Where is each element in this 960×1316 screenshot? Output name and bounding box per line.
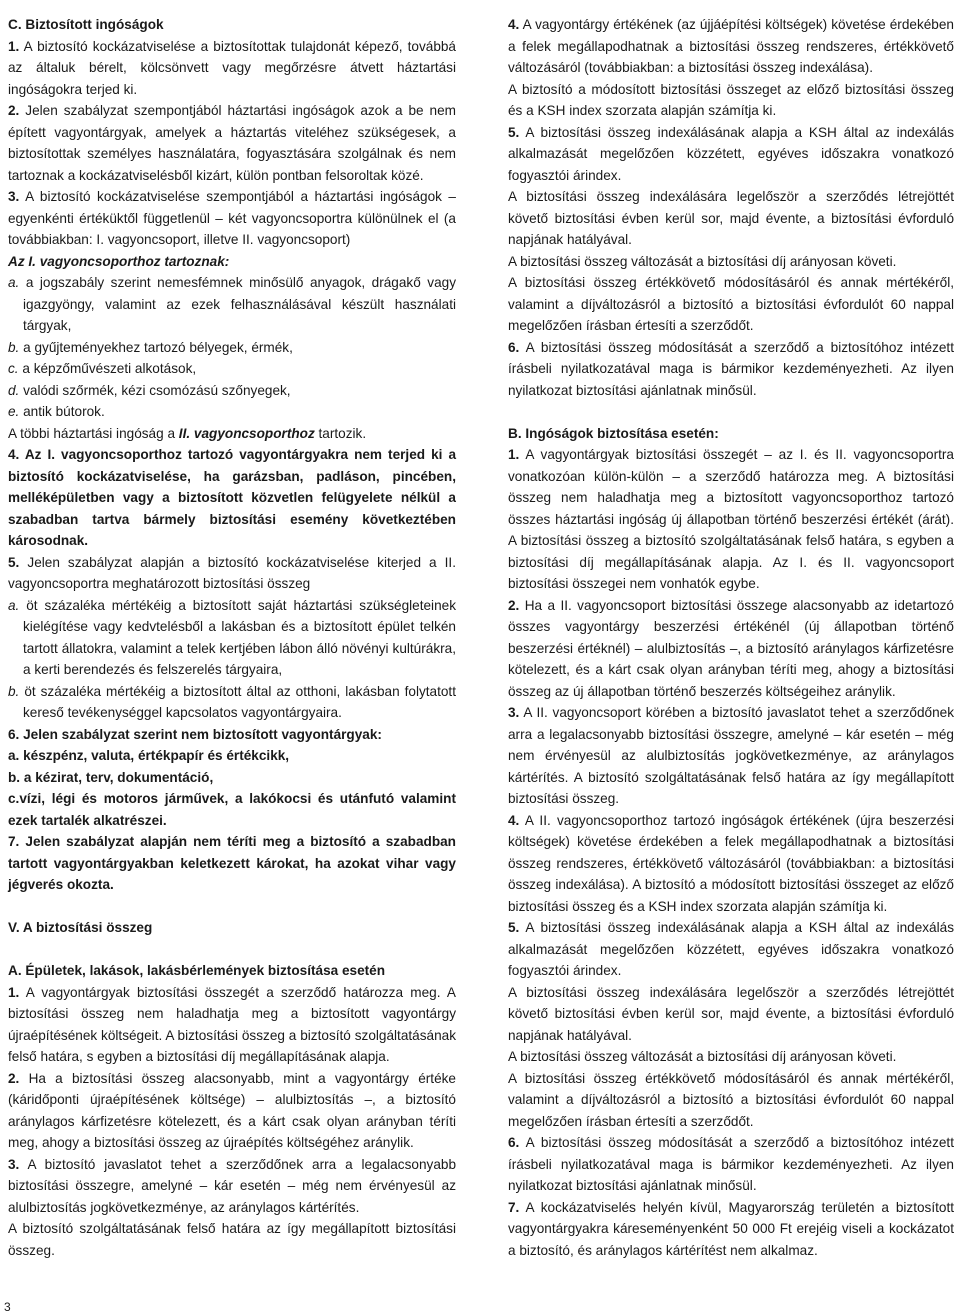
paragraph: A biztosítási összeg változását a biztosítási díj arányosan követi.: [508, 253, 897, 269]
bold-paragraph: c.vízi, légi és motoros járművek, a lakókocsi és utánfutó valamint ezek tartalék alkatrészei.: [8, 791, 456, 828]
spacer: [8, 896, 456, 918]
item-text: a képzőművészeti alkotások,: [18, 361, 197, 376]
item-text: valódi szőrmék, kézi csomózású szőnyegek,: [19, 382, 291, 398]
numbered-paragraph: [8, 1154, 456, 1219]
item-text: öt százaléka mértékéig a biztosított saját háztartási szükségleteinek kielégítése vagy kedvtelésből a lakásban és a biztosított épület telkén tartott állatokra, valamint a telek kertjében lábon álló növényi kultúrákra, a kerti berendezés és felszerelés tárgyaira,: [19, 597, 456, 677]
bold-paragraph: 6. Jelen szabályzat szerint nem biztosított vagyontárgyak:: [8, 726, 382, 742]
group-heading: Az I. vagyoncsoporthoz tartoznak:: [8, 253, 230, 269]
numbered-paragraph: [508, 122, 954, 187]
numbered-paragraph: [8, 36, 456, 101]
item-text: Ha a biztosítási összeg alacsonyabb, mint a vagyontárgy értéke (káridőponti újraépítésének költsége) – alulbiztosítás –, a biztosító aránylagos kárfizetésre kötelezett, és a kárt csak olyan arányban téríti meg, ahogy a biztosítási összeg az újraépítés költségéhez aránylik.: [8, 1070, 456, 1150]
bold-paragraph: 7. Jelen szabályzat alapján nem téríti meg a biztosító a szabadban tartott vagyontárgyakban keletkezett károkat, ha azokat vihar vagy jégverés okozta.: [8, 834, 456, 892]
numbered-paragraph: [8, 186, 456, 251]
section-heading: A. Épületek, lakások, lakásbérlemények biztosítása esetén: [8, 963, 386, 978]
numbered-paragraph: [508, 337, 954, 402]
section-heading: C. Biztosított ingóságok: [8, 17, 164, 32]
list-item: [8, 272, 456, 337]
paragraph: A biztosítási összeg értékkövető módosításáról és annak mértékéről, valamint a díjváltozásról a biztosító a biztosítási évfordulót 60 nappal megelőzően írásban értesíti a szerződőt.: [508, 275, 954, 333]
spacer: [508, 401, 954, 423]
item-text: A kockázatviselés helyén kívül, Magyarország területén a biztosított vagyontárgyakra káreseményenként 50 000 Ft erejéig viseli a kockázatot a biztosító, és aránylagos kártérítést nem alkalmaz.: [508, 1199, 954, 1258]
paragraph: A biztosító a módosított biztosítási összeget az előző biztosítási összeg és a KSH index szorzata alapján számítja ki.: [508, 81, 954, 118]
item-number: 4.: [508, 17, 520, 32]
list-item: [8, 337, 456, 359]
list-item: [8, 358, 456, 380]
numbered-paragraph: [508, 1132, 954, 1197]
item-number: 5.: [8, 554, 20, 570]
paragraph: [8, 423, 456, 445]
right-column: [508, 14, 954, 1261]
numbered-paragraph: [8, 552, 456, 595]
numbered-paragraph: [8, 100, 456, 186]
list-item: [8, 401, 456, 423]
item-text: A biztosítási összeg indexálásának alapja a KSH által az indexálás alkalmazását megelőzően közzétett, egyéves időszakra vonatkozó fogyasztói árindex.: [508, 920, 954, 978]
list-item: [8, 681, 456, 724]
item-number: 3.: [8, 1156, 20, 1172]
numbered-paragraph: [508, 595, 954, 703]
numbered-paragraph: [508, 1197, 954, 1262]
item-text: öt százaléka mértékéig a biztosított által az otthoni, lakásban folytatott kereső tevékenységgel kapcsolatos vagyontárgyaira.: [19, 683, 456, 720]
item-text: A biztosítási összeg indexálásának alapja a KSH által az indexálás alkalmazását megelőzően közzétett, egyéves időszakra vonatkozó fogyasztói árindex.: [508, 124, 954, 183]
bold-paragraph: b. a kézirat, terv, dokumentáció,: [8, 769, 214, 785]
item-text: A biztosítási összeg módosítását a szerződő a biztosítóhoz intézett írásbeli nyilatkozatával maga is bármikor kezdeményezheti. Az ilyen nyilatkozat biztosítási ajánlatnak minősül.: [508, 1135, 954, 1193]
text-part: tartozik.: [314, 425, 367, 441]
paragraph: A biztosítási összeg értékkövető módosításáról és annak mértékéről, valamint a díjváltozásról a biztosító a biztosítási évfordulót 60 nappal megelőzően írásban értesíti a szerződőt.: [508, 1070, 954, 1129]
item-number: 6.: [508, 339, 520, 355]
section-heading: B. Ingóságok biztosítása esetén:: [508, 425, 719, 441]
item-text: A vagyontárgy értékének (az újjáépítési költségek) követése érdekében a felek megállapodhatnak a biztosítási összeg rendszeres, értékkövető változásáról (továbbiakban: a biztosítási összeg indexálása).: [508, 17, 954, 75]
item-text: a gyűjteményekhez tartozó bélyegek, érmék,: [19, 339, 293, 355]
item-number: e.: [8, 404, 20, 419]
list-item: [8, 380, 456, 402]
item-text: Jelen szabályzat szempontjából háztartási ingóságok azok a be nem épített vagyontárgyak, amelyek a háztartás viteléhez szükségesek, a biztosítottak személyes használatára, fogyasztására szolgálnak és nem tartoznak a kockázatviselésből kizárt, külön pontban felsoroltak közé.: [8, 103, 456, 183]
bold-paragraph: 4. Az I. vagyoncsoporthoz tartozó vagyontárgyakra nem terjed ki a biztosító kockázatviselése, ha garázsban, padláson, pincében, melléképületben vagy a biztosított közvetlen felügyelete nélkül a szabadban tartva bármely biztosítási esemény következtében károsodnak.: [8, 447, 456, 548]
item-number: 1.: [8, 38, 20, 54]
item-text: a jogszabály szerint nemesfémnek minősülő anyagok, drágakő vagy igazgyöngy, valamint az ezek felhasználásával készült használati tárgyak,: [19, 275, 456, 333]
item-number: 1.: [8, 984, 20, 1000]
item-number: 1.: [508, 447, 520, 462]
item-number: 2.: [508, 597, 520, 613]
item-number: c.: [8, 361, 19, 376]
bold-paragraph: a. készpénz, valuta, értékpapír és értékcikk,: [8, 748, 290, 763]
paragraph: A biztosítási összeg indexálására legelőször a szerződés létrejöttét követő biztosítási évben kerül sor, majd évente, a biztosítási évforduló napjának hatályával.: [508, 189, 954, 247]
item-text: Ha a II. vagyoncsoport biztosítási összege alacsonyabb az idetartozó összes vagyontárgy beszerzési értékénél (új állapotban történő beszerzési értéknél) – alulbiztosítás –, a biztosító aránylagos kárfizetésre kötelezett, és a kárt csak olyan arányban téríti meg, ahogy a biztosítási összeg az új állapotban történő beszerzés költségeihez aránylik.: [508, 597, 954, 699]
numbered-paragraph: [8, 982, 456, 1068]
item-text: A II. vagyoncsoport körében a biztosító javaslatot tehet a szerződőnek arra a legalacsonyabb biztosítási összegre, amelyné – kár esetén – még nem érvényesül az alulbiztosítás jogkövetkezménye, az aránylagos kártérítés. A biztosító szolgáltatásának felső határa az így megállapított biztosítási összeg.: [508, 705, 954, 806]
item-number: 3.: [508, 705, 520, 720]
item-text: A II. vagyoncsoporthoz tartozó ingóságok értékének (újra beszerzési költségek) követése érdekében a felek megállapodhatnak a biztosítási összeg rendszeres, értékkövető változásáról (továbbiakban: a biztosítási összeg indexálása). A biztosító a módosított biztosítási összeget az előző biztosítási összeg és a KSH index szorzata alapján számítja ki.: [508, 812, 954, 914]
page-number: 3: [4, 1300, 11, 1314]
numbered-paragraph: [508, 14, 954, 79]
item-text: A vagyontárgyak biztosítási összegét – az I. és II. vagyoncsoportra vonatkozóan külön-külön – a szerződő határozza meg. A biztosítási összeg nem haladhatja meg a biztosított vagyoncsoporthoz tartozó összes háztartási ingóság új állapotban történő beszerzési értékét (árát). A biztosítási összeg a biztosító szolgáltatásának felső határa, s egyben a biztosítási díj megállapításának alapja. Az I. és II. vagyoncsoport biztosítási összegei nem vonhatók egybe.: [508, 447, 954, 591]
paragraph: A biztosítási összeg változását a biztosítási díj arányosan követi.: [508, 1049, 897, 1064]
item-number: 2.: [8, 103, 20, 118]
numbered-paragraph: [8, 1068, 456, 1154]
numbered-paragraph: [508, 810, 954, 918]
item-text: Jelen szabályzat alapján a biztosító kockázatviselése kiterjed a II. vagyoncsoportra meghatározott biztosítási összeg: [8, 554, 456, 591]
paragraph: A biztosítási összeg indexálására legelőször a szerződés létrejöttét követő biztosítási évben kerül sor, majd évente, a biztosítási évforduló napjának hatályával.: [508, 984, 954, 1043]
item-number: 5.: [508, 920, 520, 935]
numbered-paragraph: [508, 917, 954, 982]
item-text: A biztosító kockázatviselése szempontjából a háztartási ingóságok – egyenkénti értéküktől függetlenül – két vagyoncsoportra különülnek el (a továbbiakban: I. vagyoncsoport, illetve II. vagyoncsoport): [8, 189, 456, 247]
numbered-paragraph: [508, 444, 954, 595]
item-text: A biztosító kockázatviselése a biztosítottak tulajdonát képező, továbbá az általuk bérelt, kölcsönvett vagy megőrzésre átvett háztartási ingóságokra terjed ki.: [8, 38, 456, 97]
item-number: b.: [8, 683, 20, 699]
section-heading: V. A biztosítási összeg: [8, 920, 153, 935]
paragraph: A biztosító szolgáltatásának felső határa az így megállapított biztosítási összeg.: [8, 1221, 456, 1258]
text-part: A többi háztartási ingóság a: [8, 425, 179, 441]
spacer: [8, 939, 456, 961]
emphasis-part: II. vagyoncsoporthoz: [178, 425, 315, 441]
item-number: a.: [8, 597, 20, 613]
item-text: A biztosító javaslatot tehet a szerződőnek arra a legalacsonyabb biztosítási összegre, amelyné – kár esetén – még nem érvényesül az alulbiztosítás jogkövetkezménye, az aránylagos kártérítés.: [8, 1156, 456, 1215]
item-number: 4.: [508, 812, 520, 828]
item-number: 6.: [508, 1135, 520, 1150]
numbered-paragraph: [508, 702, 954, 810]
item-number: 3.: [8, 189, 20, 204]
item-number: d.: [8, 382, 20, 398]
item-number: 7.: [508, 1199, 520, 1215]
item-text: A biztosítási összeg módosítását a szerződő a biztosítóhoz intézett írásbeli nyilatkozatával maga is bármikor kezdeményezheti. Az ilyen nyilatkozat biztosítási ajánlatnak minősül.: [508, 339, 954, 398]
item-number: b.: [8, 339, 20, 355]
item-text: A vagyontárgyak biztosítási összegét a szerződő határozza meg. A biztosítási összeg nem haladhatja meg a biztosított vagyontárgy újraépítésének költségeit. A biztosítási összeg a biztosító szolgáltatásának felső határa, s egyben a biztosítási díj megállapításának alapja.: [8, 984, 456, 1064]
left-column: [8, 14, 456, 1261]
item-number: 2.: [8, 1070, 20, 1086]
list-item: [8, 595, 456, 681]
item-number: a.: [8, 275, 20, 290]
item-number: 5.: [508, 124, 520, 140]
item-text: antik bútorok.: [19, 404, 105, 419]
